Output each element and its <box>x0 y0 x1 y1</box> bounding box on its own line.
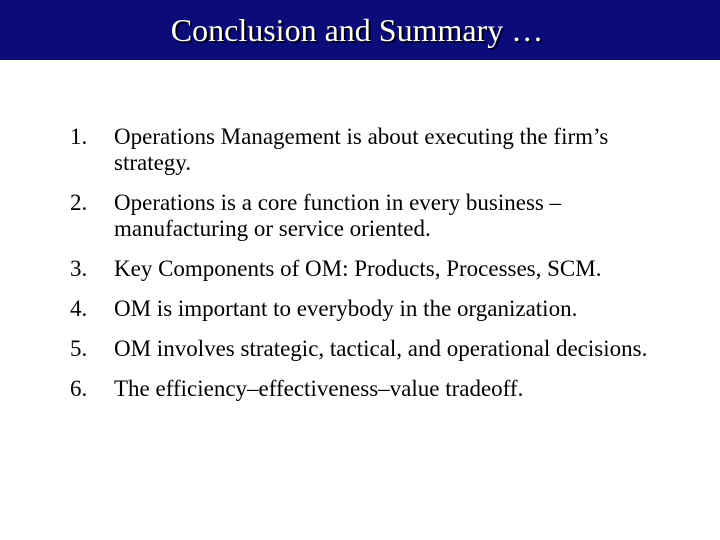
list-item-text: Operations Management is about executing the firm’s strategy. <box>114 124 609 175</box>
slide-title: Conclusion and Summary … <box>170 12 544 48</box>
list-item <box>70 296 690 322</box>
list-item-text: Operations is a core function in every business – manufacturing or service oriented. <box>114 190 562 241</box>
list-item-number: 1. <box>70 124 88 149</box>
list-item <box>70 336 690 362</box>
list-item-number: 5. <box>70 336 88 361</box>
list-item-number: 2. <box>70 190 88 215</box>
list-item-number: 6. <box>70 376 88 401</box>
list-item-number: 3. <box>70 256 88 281</box>
list-item-text: OM is important to everybody in the organization. <box>114 296 578 321</box>
list-item <box>70 376 690 402</box>
list-item <box>70 256 690 282</box>
list-item-number: 4. <box>70 296 88 321</box>
list-item-text: OM involves strategic, tactical, and operational decisions. <box>114 336 648 361</box>
list-item-text: Key Components of OM: Products, Processes, SCM. <box>114 256 602 281</box>
list-item <box>70 124 690 176</box>
list-item-text: The efficiency–effectiveness–value tradeoff. <box>114 376 524 401</box>
list-item <box>70 190 690 242</box>
summary-list <box>70 124 690 402</box>
